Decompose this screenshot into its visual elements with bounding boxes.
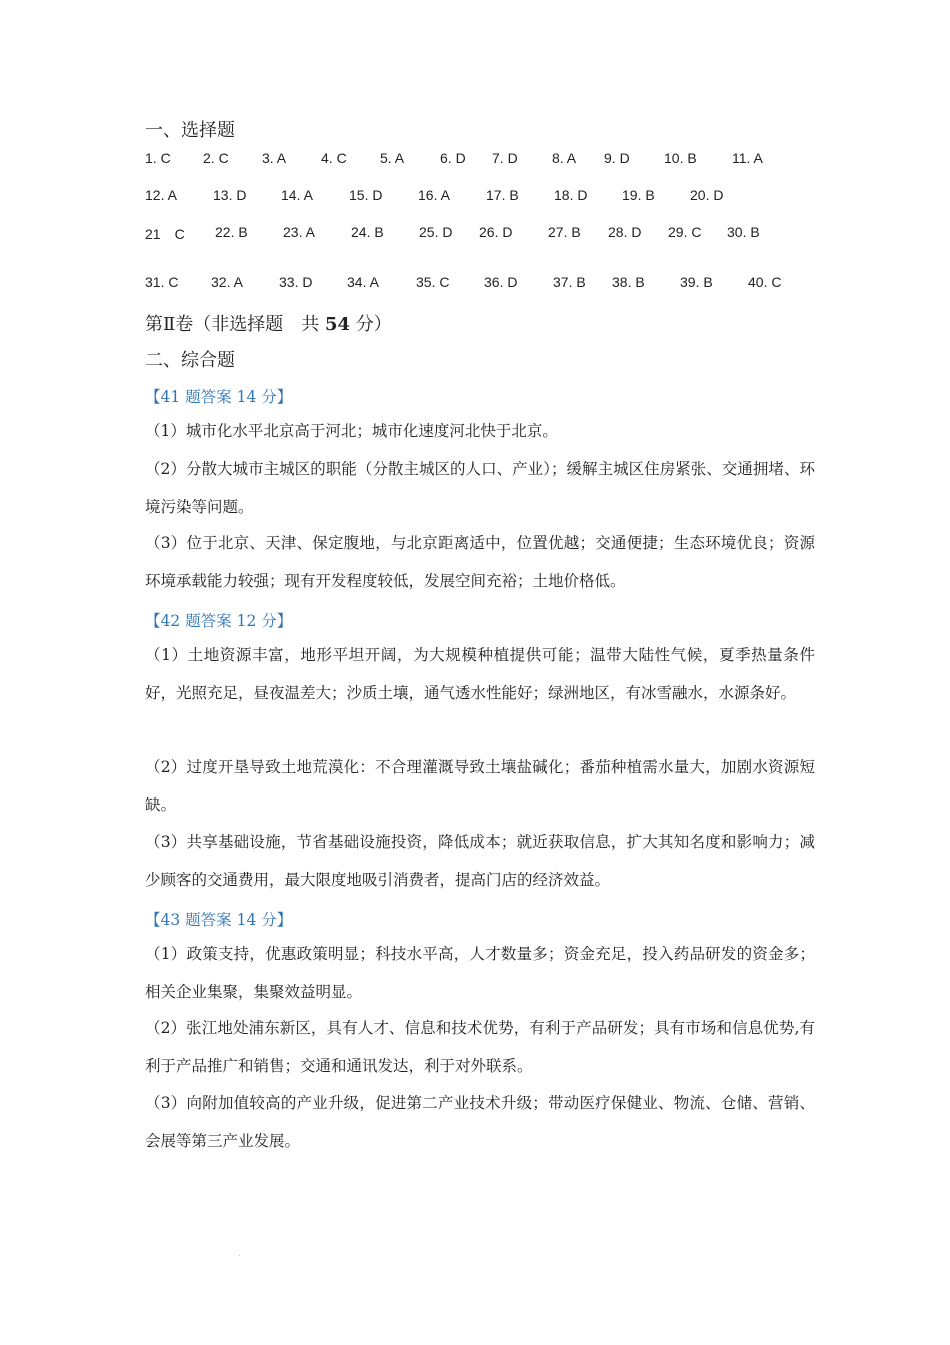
part2-suffix: 分） (350, 314, 392, 335)
q41-answer-2: （2）分散大城市主城区的职能（分散主城区的人口、产业）；缓解主城区住房紧张、交通拥堵、环境污染等问题。 (145, 460, 815, 516)
answer-item: 36. D (484, 274, 518, 290)
answer-item: 27. B (548, 224, 581, 240)
answer-item: 20. D (690, 187, 724, 203)
q43-header: 【43 题答案 14 分】 (145, 911, 293, 929)
answer-item: 14. A (281, 187, 313, 203)
answer-item: 32. A (211, 274, 243, 290)
q41-answer-3: （3）位于北京、天津、保定腹地，与北京距离适中，位置优越；交通便捷；生态环境优良；资源环境承载能力较强；现有开发程度较低，发展空间充裕；土地价格低。 (145, 534, 815, 590)
answer-item: 16. A (418, 187, 450, 203)
answer-item: 18. D (554, 187, 588, 203)
answer-item: 35. C (416, 274, 450, 290)
answer-item: 25. D (419, 224, 453, 240)
q42-answer-1: （1）土地资源丰富，地形平坦开阔，为大规模种植提供可能；温带大陆性气候，夏季热量条件好，光照充足，昼夜温差大；沙质土壤，通气透水性能好；绿洲地区，有冰雪融水，水源条好。 (145, 646, 815, 702)
section-title-choice: 一、选择题 (145, 120, 235, 141)
answer-item: 3. A (262, 150, 287, 166)
q42-header: 【42 题答案 12 分】 (145, 612, 293, 630)
answer-item: 2. C (203, 150, 229, 166)
answer-item: 9. D (604, 150, 630, 166)
part2-score: 54 (324, 314, 351, 335)
answer-item: 40. C (748, 274, 782, 290)
answer-item: 5. A (380, 150, 405, 166)
answer-item: 37. B (553, 274, 586, 290)
q43-answer-1: （1）政策支持，优惠政策明显；科技水平高，人才数量多；资金充足，投入药品研发的资金多；相关企业集聚，集聚效益明显。 (145, 945, 815, 1001)
answer-item: 30. B (727, 224, 760, 240)
answer-item: 4. C (321, 150, 347, 166)
answer-item: 8. A (552, 150, 577, 166)
page-speck (239, 1255, 240, 1256)
section-title-comprehensive: 二、综合题 (145, 350, 235, 371)
answer-item: 26. D (479, 224, 513, 240)
q43-answer-2: （2）张江地处浦东新区，具有人才、信息和技术优势，有利于产品研发；具有市场和信息优势,有利于产品推广和销售；交通和通讯发达，利于对外联系。 (145, 1019, 815, 1075)
part2-prefix: 第Ⅱ卷（非选择题 共 (145, 314, 325, 335)
answer-item: 21 C (145, 226, 185, 242)
answer-item: 12. A (145, 187, 177, 203)
answer-item: 1. C (145, 150, 171, 166)
answer-item: 34. A (347, 274, 379, 290)
answer-item: 38. B (612, 274, 645, 290)
answer-item: 22. B (215, 224, 248, 240)
answer-item: 17. B (486, 187, 519, 203)
answer-item: 33. D (279, 274, 313, 290)
answer-item: 39. B (680, 274, 713, 290)
answer-item: 28. D (608, 224, 642, 240)
answer-item: 11. A (732, 150, 763, 166)
part2-title (145, 310, 392, 336)
answer-item: 24. B (351, 224, 384, 240)
answer-item: 7. D (492, 150, 518, 166)
q41-header: 【41 题答案 14 分】 (145, 388, 293, 406)
answer-item: 15. D (349, 187, 383, 203)
answer-item: 6. D (440, 150, 466, 166)
answer-item: 13. D (213, 187, 247, 203)
answer-item: 19. B (622, 187, 655, 203)
q42-answer-3: （3）共享基础设施，节省基础设施投资，降低成本；就近获取信息，扩大其知名度和影响力；减少顾客的交通费用，最大限度地吸引消费者，提高门店的经济效益。 (145, 833, 815, 889)
answer-item: 31. C (145, 274, 179, 290)
answer-item: 23. A (283, 224, 315, 240)
q42-answer-2: （2）过度开垦导致土地荒漠化：不合理灌溉导致土壤盐碱化；番茄种植需水量大，加剧水资源短缺。 (145, 758, 815, 814)
q43-answer-3: （3）向附加值较高的产业升级，促进第二产业技术升级；带动医疗保健业、物流、仓储、营销、会展等第三产业发展。 (145, 1094, 815, 1150)
q41-answer-1: （1）城市化水平北京高于河北；城市化速度河北快于北京。 (145, 422, 558, 440)
answer-item: 29. C (668, 224, 702, 240)
answer-item: 10. B (664, 150, 697, 166)
